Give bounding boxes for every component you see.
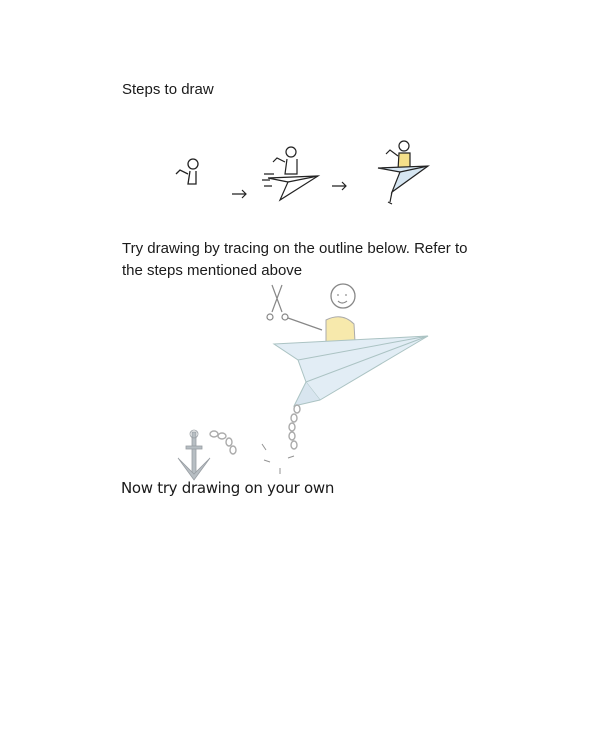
- tracing-outline-illustration: [170, 282, 450, 482]
- steps-heading: Steps to draw: [122, 81, 214, 98]
- anchor-icon: [178, 430, 210, 480]
- paper-plane: [274, 336, 428, 400]
- step-1-figure: [176, 159, 198, 184]
- step-3-figure: [378, 141, 428, 204]
- right-arrow-icon: [332, 182, 346, 190]
- figure-head: [331, 284, 355, 308]
- draw-own-prompt: Now try drawing on your own: [121, 479, 335, 497]
- chain-illustration: [210, 405, 300, 454]
- right-arrow-icon: [232, 190, 246, 198]
- steps-illustration: [160, 138, 450, 210]
- step-2-figure: [262, 147, 318, 200]
- tracing-instruction: Try drawing by tracing on the outline below. Refer to the steps mentioned above: [122, 240, 468, 279]
- scissors-icon: [267, 285, 288, 320]
